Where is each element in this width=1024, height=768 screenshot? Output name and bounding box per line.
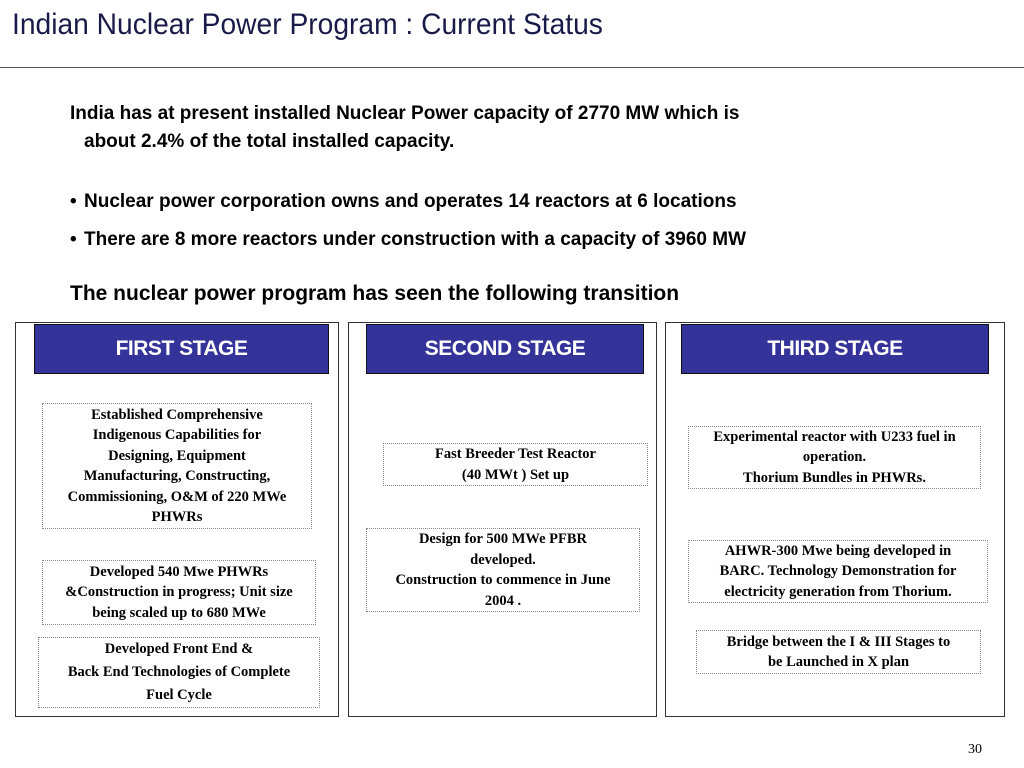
note-line: Experimental reactor with U233 fuel in [713,428,956,445]
note-line: Established Comprehensive [91,406,263,423]
note-line: Designing, Equipment [108,447,246,464]
third-stage-note-3 [696,630,981,674]
bullet-list [70,188,950,264]
second-stage-panel [348,322,657,717]
bullet-item [70,188,950,226]
bullet-icon: • [70,191,77,212]
note-line: PHWRs [151,509,203,525]
note-line: Fast Breeder Test Reactor [435,446,596,462]
transition-heading: The nuclear power program has seen the following transition [70,282,680,305]
note-line: Thorium Bundles in PHWRs. [743,469,926,486]
third-stage-note-1 [688,426,981,489]
first-stage-header: FIRST STAGE [34,324,329,374]
note-line: Back End Technologies of Complete [67,664,291,680]
note-line: developed. [470,551,536,568]
first-stage-note-2 [42,560,316,625]
note-line: BARC. Technology Demonstration for [719,563,957,580]
intro-paragraph [70,100,930,156]
note-line: Commissioning, O&M of 220 MWe [67,488,287,505]
note-line: Bridge between the I & III Stages to [726,633,951,650]
third-stage-header: THIRD STAGE [681,324,989,374]
note-line: AHWR-300 Mwe being developed in [724,542,952,559]
note-line: 2004 . [484,592,522,609]
note-line: operation. [802,449,867,466]
note-line: &Construction in progress; Unit size [65,584,293,601]
first-stage-note-3 [38,637,320,708]
note-line: Fuel Cycle [146,687,212,703]
note-line: be Launched in X plan [767,654,910,670]
title-divider [0,67,1024,68]
bullet-icon: • [70,229,77,250]
page-number: 30 [968,742,982,757]
slide-title: Indian Nuclear Power Program : Current Status [12,8,603,41]
second-stage-note-2 [366,528,640,612]
note-line: Manufacturing, Constructing, [83,468,271,484]
note-line: electricity generation from Thorium. [724,583,952,600]
second-stage-header: SECOND STAGE [366,324,644,374]
note-line: being scaled up to 680 MWe [92,604,266,621]
note-line: Indigenous Capabilities for [92,427,262,443]
note-line: Developed Front End & [104,641,254,657]
note-line: Design for 500 MWe PFBR [418,531,588,547]
note-line: (40 MWt ) Set up [461,466,570,483]
note-line: Construction to commence in June [395,572,611,588]
bullet-text: Nuclear power corporation owns and operates 14 reactors at 6 locations [84,191,737,212]
note-line: Developed 540 Mwe PHWRs [89,563,269,580]
first-stage-note-1 [42,403,312,529]
intro-line-1: India has at present installed Nuclear Power capacity of 2770 MW which is [70,103,740,124]
bullet-text: There are 8 more reactors under construction with a capacity of 3960 MW [84,229,747,250]
second-stage-note-1 [383,443,648,486]
bullet-item [70,226,950,264]
intro-line-2: about 2.4% of the total installed capacity. [84,131,455,152]
third-stage-note-2 [688,540,988,603]
